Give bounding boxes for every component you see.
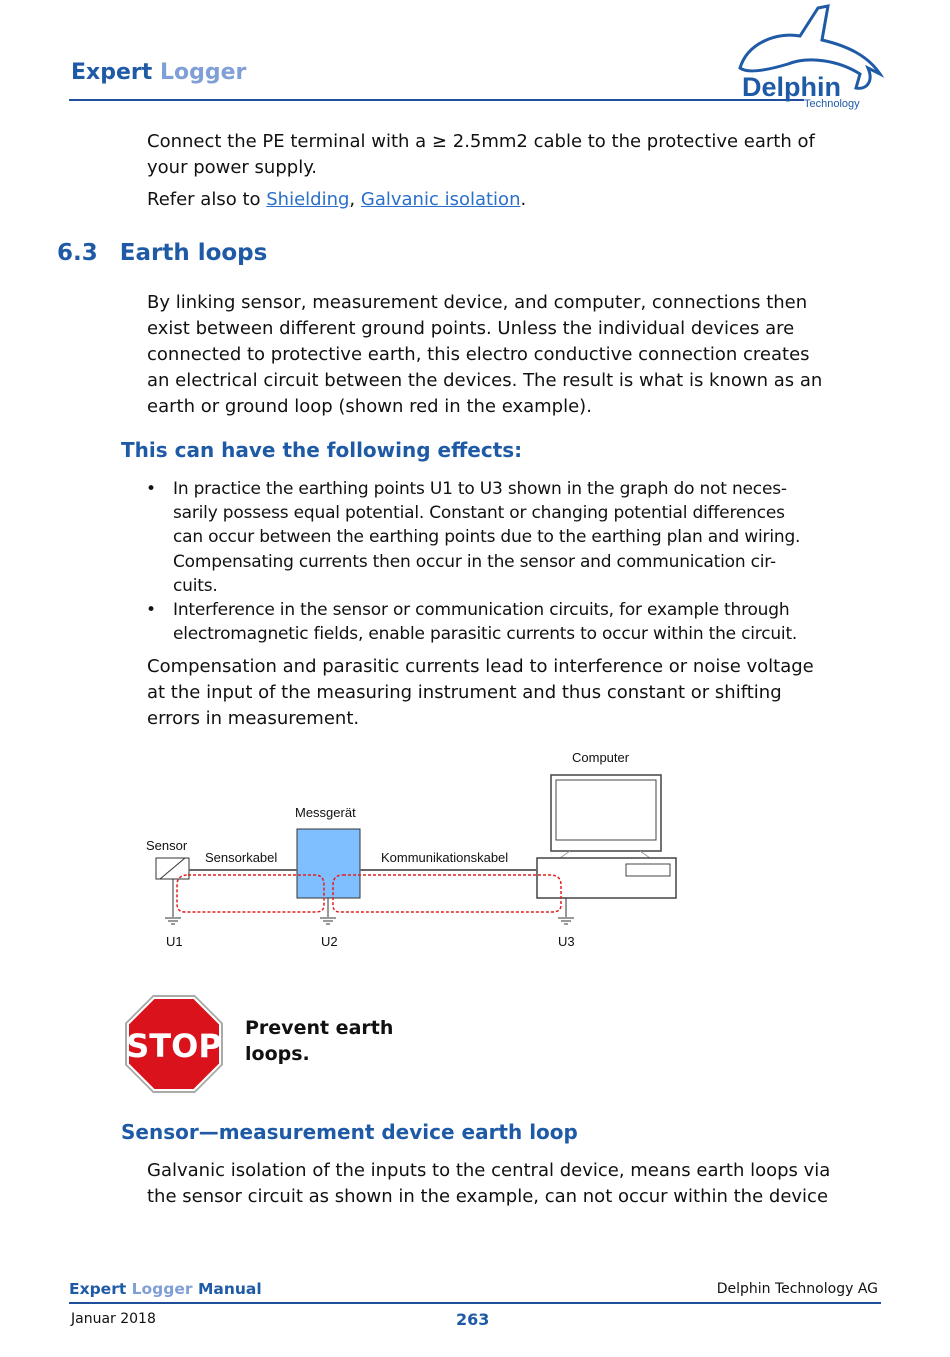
shielding-link[interactable]: Shielding (266, 189, 350, 210)
bullet-icon: • (146, 600, 156, 621)
warning-text (245, 1015, 393, 1067)
text-line: Galvanic isolation of the inputs to the central device, means earth loops via (147, 1160, 831, 1181)
header-title-expert: Expert (71, 60, 153, 85)
text-line: By linking sensor, measurement device, and computer, connections then (147, 292, 808, 313)
text-line: at the input of the measuring instrument and thus constant or shifting (147, 682, 782, 703)
warning-line: Prevent earth (245, 1017, 394, 1039)
intro-line: your power supply. (147, 157, 317, 178)
u2-label: U2 (321, 934, 338, 949)
kommunikationskabel-label: Kommunikationskabel (381, 850, 509, 865)
text-line: errors in measurement. (147, 708, 360, 729)
text-line: earth or ground loop (shown red in the example). (147, 396, 592, 417)
header-rule (69, 99, 804, 101)
stop-sign-icon (124, 994, 224, 1094)
footer-logger: Logger (131, 1280, 193, 1298)
text-line: connected to protective earth, this electro conductive connection creates (147, 344, 810, 365)
footer-rule (69, 1302, 881, 1304)
bullet-line: Compensating currents then occur in the sensor and communication cir- (173, 551, 776, 572)
galvanic-isolation-link[interactable]: Galvanic isolation (360, 189, 521, 210)
bullet-line: In practice the earthing points U1 to U3 shown in the graph do not neces- (173, 479, 787, 499)
header-title (71, 60, 246, 85)
bullet-item (146, 598, 800, 646)
footer-date: Januar 2018 (71, 1311, 156, 1327)
refer-text: Refer also to (147, 189, 267, 210)
svg-text:Delphin: Delphin (742, 72, 841, 102)
sensor-loop-heading: Sensor—measurement device earth loop (121, 1120, 578, 1144)
u3-label: U3 (558, 934, 575, 949)
bullet-icon: • (146, 479, 156, 499)
footer-manual: Manual (197, 1280, 262, 1298)
section-number: 6.3 (57, 240, 98, 266)
header-title-logger: Logger (159, 60, 247, 85)
bullet-line: can occur between the earthing points due to the earthing plan and wiring. (173, 527, 801, 548)
bullet-line: electromagnetic fields, enable parasitic currents to occur within the circuit. (173, 624, 798, 645)
effects-heading: This can have the following effects: (121, 438, 523, 462)
bullet-line: cuits. (173, 575, 218, 596)
svg-text:Technology: Technology (804, 98, 860, 110)
text-line: the sensor circuit as shown in the example, can not occur within the device (147, 1186, 829, 1207)
intro-paragraph (147, 129, 815, 213)
earth-loop-diagram (140, 740, 690, 960)
warning-line: loops. (245, 1043, 310, 1065)
paragraph-3 (147, 1158, 830, 1210)
messgeraet-label: Messgerät (295, 805, 356, 820)
sensorkabel-label: Sensorkabel (205, 850, 278, 865)
separator: , (349, 189, 356, 210)
sensor-label: Sensor (146, 838, 188, 853)
section-title: Earth loops (119, 240, 268, 266)
section-heading (57, 240, 267, 266)
u1-label: U1 (166, 934, 183, 949)
intro-line: Connect the PE terminal with a ≥ 2.5mm2 cable to the protective earth of (147, 131, 815, 152)
bullet-line: sarily possess equal potential. Constant or changing potential differences (173, 503, 785, 524)
page-number: 263 (456, 1310, 490, 1329)
stop-text: STOP (126, 1027, 222, 1065)
measurement-device (297, 829, 360, 898)
bullet-item (146, 477, 800, 598)
computer-label: Computer (572, 750, 630, 765)
paragraph-2 (147, 654, 814, 732)
paragraph-1 (147, 290, 822, 420)
delphin-logo (728, 2, 888, 112)
text-line: an electrical circuit between the devices. The result is what is known as an (147, 370, 823, 391)
bullet-line: Interference in the sensor or communication circuits, for example through (173, 600, 790, 621)
footer-company: Delphin Technology AG (716, 1281, 878, 1297)
ground-loop-path (177, 875, 561, 912)
text-line: exist between different ground points. Unless the individual devices are (147, 318, 795, 339)
footer-manual-title (69, 1280, 262, 1298)
effects-list (146, 477, 800, 646)
footer-expert: Expert (69, 1280, 127, 1298)
text-line: Compensation and parasitic currents lead to interference or noise voltage (147, 656, 814, 677)
period: . (520, 189, 527, 210)
